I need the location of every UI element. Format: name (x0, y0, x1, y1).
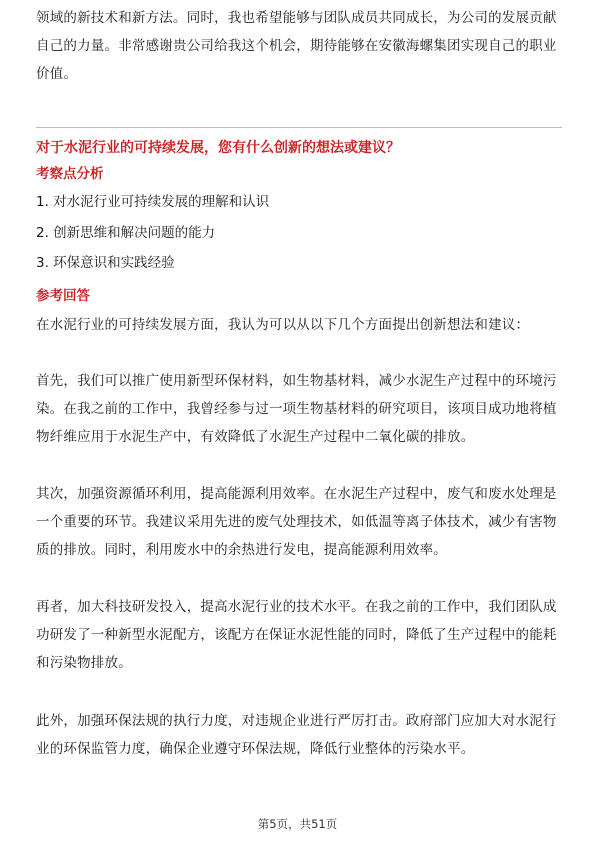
question-heading: 对于水泥行业的可持续发展，您有什么创新的想法或建议？ (36, 140, 400, 156)
answer-paragraph: 此外，加强环保法规的执行力度，对违规企业进行严厉打击。政府部门应加大对水泥行业的环保监管力度，确保企业遵守环保法规，降低行业整体的污染水平。 (36, 713, 557, 757)
answer-paragraph: 首先，我们可以推广使用新型环保材料，如生物基材料，减少水泥生产过程中的环境污染。在我之前的工作中，我曾经参与过一项生物基材料的研究项目，该项目成功地将植物纤维应用于水泥生产中，有效降低了水泥生产过程中二氧化碳的排放。 (36, 373, 557, 445)
analysis-title: 考察点分析 (36, 166, 104, 182)
answer-paragraph: 再者，加大科技研发投入，提高水泥行业的技术水平。在我之前的工作中，我们团队成功研发了一种新型水泥配方，该配方在保证水泥性能的同时，降低了生产过程中的能耗和污染物排放。 (36, 599, 557, 671)
section-divider (36, 127, 562, 128)
page-number: 第5页，共51页 (257, 817, 338, 831)
analysis-item: 3. 环保意识和实践经验 (36, 255, 175, 271)
answer-title: 参考回答 (36, 288, 90, 304)
analysis-item: 1. 对水泥行业可持续发展的理解和认识 (36, 194, 270, 210)
answer-paragraph: 其次，加强资源循环利用，提高能源利用效率。在水泥生产过程中，废气和废水处理是一个重要的环节。我建议采用先进的废气处理技术，如低温等离子体技术，减少有害物质的排放。同时，利用废水中的余热进行发电，提高能源利用效率。 (36, 486, 557, 558)
analysis-item: 2. 创新思维和解决问题的能力 (36, 225, 216, 241)
intro-paragraph: 领域的新技术和新方法。同时，我也希望能够与团队成员共同成长，为公司的发展贡献自己的力量。非常感谢贵公司给我这个机会，期待能够在安徽海螺集团实现自己的职业价值。 (36, 10, 557, 82)
answer-paragraph: 在水泥行业的可持续发展方面，我认为可以从以下几个方面提出创新想法和建议： (36, 317, 530, 333)
